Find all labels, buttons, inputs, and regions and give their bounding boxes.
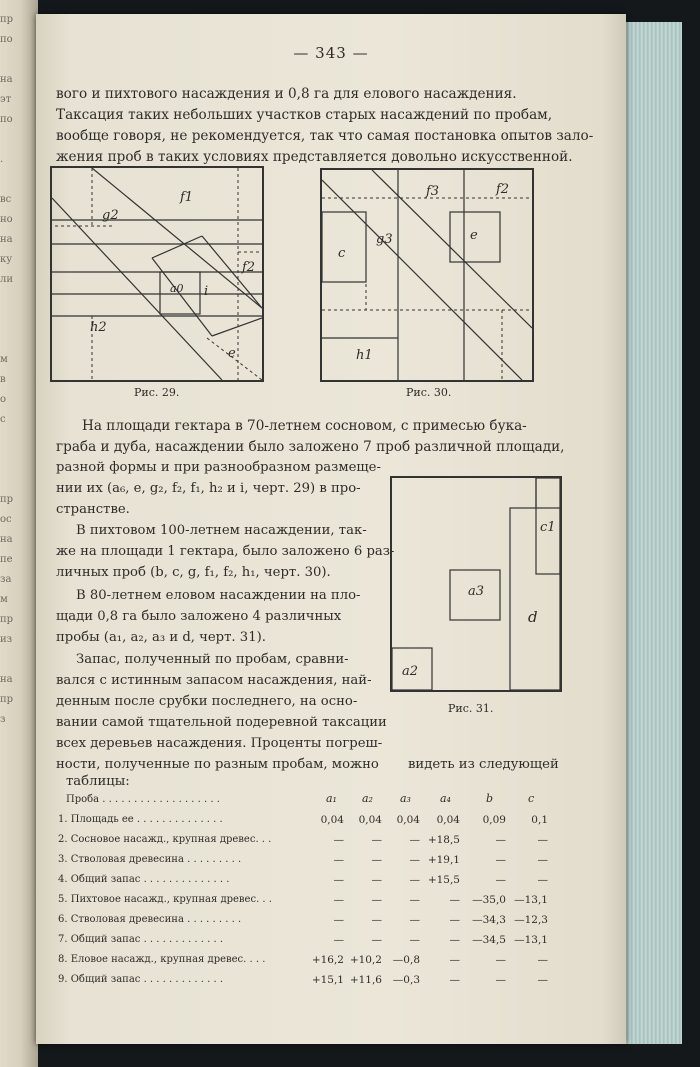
table-cell: — xyxy=(409,854,420,866)
table-cell: +19,1 xyxy=(427,854,460,866)
table-row-label: 7. Общий запас . . . . . . . . . . . . . xyxy=(58,934,224,945)
table-cell: — xyxy=(371,874,382,886)
text-line: личных проб (b, c, g, f₁, f₂, h₁, черт. 30). xyxy=(56,565,331,580)
table-cell: — xyxy=(371,894,382,906)
table-cell: 0,04 xyxy=(396,814,420,826)
table-row-label: 1. Площадь ее . . . . . . . . . . . . . . xyxy=(58,814,223,825)
table-row-label: 6. Стволовая древесина . . . . . . . . . xyxy=(58,914,242,925)
table-header-label: Проба . . . . . . . . . . . . . . . . . . . xyxy=(66,794,220,805)
fig-label: a3 xyxy=(468,584,485,599)
table-cell: —13,1 xyxy=(514,894,548,906)
column-header: c xyxy=(528,792,535,805)
fig-label: g2 xyxy=(102,208,119,223)
book-page xyxy=(36,14,626,1044)
table-cell: — xyxy=(449,894,460,906)
table-cell: — xyxy=(495,854,506,866)
table-cell: — xyxy=(333,894,344,906)
column-header: a₁ xyxy=(326,792,337,805)
table-row-label: 9. Общий запас . . . . . . . . . . . . . xyxy=(58,974,224,985)
table-cell: — xyxy=(449,954,460,966)
table-cell: — xyxy=(371,934,382,946)
text-line: граба и дуба, насаждении было заложено 7 проб различной площади, xyxy=(56,439,565,455)
figure-29 xyxy=(50,166,264,382)
table-cell: +18,5 xyxy=(427,834,460,846)
text-line: всех деревьев насаждения. Проценты погреш- xyxy=(56,736,383,751)
page-number: — 343 — xyxy=(293,44,369,62)
table-cell: 0,04 xyxy=(358,814,382,826)
text-line: В пихтовом 100-летнем насаждении, так- xyxy=(76,523,367,538)
table-cell: — xyxy=(333,834,344,846)
text-line: нии их (a₆, e, g₂, f₂, f₁, h₂ и i, черт. 29) в про- xyxy=(56,481,361,496)
fig-label: g3 xyxy=(376,232,393,247)
text-line: странстве. xyxy=(56,502,130,517)
figure-31-caption: Рис. 31. xyxy=(448,702,494,715)
table-cell: —35,0 xyxy=(472,894,506,906)
text-line: денным после срубки последнего, на осно- xyxy=(56,694,358,709)
table-cell: —12,3 xyxy=(514,914,548,926)
table-row-label: 4. Общий запас . . . . . . . . . . . . . . xyxy=(58,874,230,885)
fig-label: f2 xyxy=(242,260,256,275)
text-line: Запас, полученный по пробам, сравни- xyxy=(76,652,349,667)
table-cell: — xyxy=(537,854,548,866)
text-line: жения проб в таких условиях представляется довольно искусственной. xyxy=(56,149,573,165)
table-cell: 0,04 xyxy=(436,814,460,826)
column-header: a₂ xyxy=(362,792,373,805)
table-cell: — xyxy=(409,934,420,946)
column-header: a₃ xyxy=(400,792,411,805)
table-cell: 0,1 xyxy=(531,814,548,826)
figure-30 xyxy=(320,168,534,382)
figure-29-caption: Рис. 29. xyxy=(134,386,180,399)
table-cell: — xyxy=(371,854,382,866)
column-header: b xyxy=(486,792,494,805)
table-cell: +11,6 xyxy=(349,974,382,986)
fig-label: i xyxy=(204,284,209,299)
table-cell: 0,09 xyxy=(482,814,506,826)
text-line: видеть из следующей xyxy=(408,757,559,772)
text-line: вообще говоря, не рекомендуется, так что самая постановка опытов зало- xyxy=(56,128,594,144)
table-cell: — xyxy=(537,874,548,886)
text-line: пробы (a₁, a₂, a₃ и d, черт. 31). xyxy=(56,630,266,645)
fig-label: c xyxy=(338,246,346,261)
fig-label: a2 xyxy=(402,664,419,679)
fig-label: f3 xyxy=(426,184,440,199)
table-cell: — xyxy=(333,934,344,946)
text-line: вании самой тщательной подеревной таксации xyxy=(56,715,387,730)
figure-31 xyxy=(390,476,562,692)
table-cell: —0,8 xyxy=(392,954,420,966)
text-line: Таксация таких небольших участков старых насаждений по пробам, xyxy=(56,107,553,123)
facing-page-edge xyxy=(0,0,38,1067)
facing-page-text: пр по на эт по . вс но на ку ли м в о с пр ос на пе за м пр из на пр з xyxy=(0,14,14,725)
fig-label: h2 xyxy=(90,320,107,335)
table-cell: — xyxy=(371,834,382,846)
table-cell: — xyxy=(333,914,344,926)
table-cell: — xyxy=(495,834,506,846)
fig-label: a0 xyxy=(170,282,184,295)
table-cell: — xyxy=(537,954,548,966)
table-row-label: 8. Еловое насажд., крупная древес. . . . xyxy=(58,954,266,965)
table-cell: — xyxy=(333,854,344,866)
fig-label: f2 xyxy=(496,182,510,197)
table-cell: —0,3 xyxy=(392,974,420,986)
table-cell: — xyxy=(537,974,548,986)
table-cell: +15,1 xyxy=(311,974,344,986)
text-line: разной формы и при разнообразном размеще- xyxy=(56,460,381,475)
table-cell: — xyxy=(409,834,420,846)
table-row-label: 2. Сосновое насажд., крупная древес. . . xyxy=(58,834,272,845)
table-cell: — xyxy=(409,914,420,926)
table-cell: — xyxy=(495,954,506,966)
table-cell: — xyxy=(371,914,382,926)
figure-30-caption: Рис. 30. xyxy=(406,386,452,399)
text-line: вого и пихтового насаждения и 0,8 га для елового насаждения. xyxy=(56,86,517,102)
table-row-label: 5. Пихтовое насажд., крупная древес. . . xyxy=(58,894,272,905)
table-cell: — xyxy=(495,874,506,886)
text-line: щади 0,8 га было заложено 4 различных xyxy=(56,609,342,624)
text-line: вался с истинным запасом насаждения, най- xyxy=(56,673,372,688)
table-cell: — xyxy=(449,934,460,946)
text-line: На площади гектара в 70-летнем сосновом, с примесью бука- xyxy=(82,418,527,434)
table-cell: +15,5 xyxy=(427,874,460,886)
table-cell: — xyxy=(449,914,460,926)
table-cell: +16,2 xyxy=(311,954,344,966)
table-cell: —34,5 xyxy=(472,934,506,946)
column-header: a₄ xyxy=(440,792,451,805)
text-line: таблицы: xyxy=(66,774,130,789)
table-cell: +10,2 xyxy=(349,954,382,966)
table-cell: 0,04 xyxy=(320,814,344,826)
table-row-label: 3. Стволовая древесина . . . . . . . . . xyxy=(58,854,242,865)
fig-label: d xyxy=(528,608,538,626)
fig-label: c1 xyxy=(540,520,556,535)
fig-label: e xyxy=(228,346,236,361)
table-cell: —13,1 xyxy=(514,934,548,946)
text-line: же на площади 1 гектара, было заложено 6 раз- xyxy=(56,544,395,559)
table-cell: — xyxy=(449,974,460,986)
table-cell: — xyxy=(409,894,420,906)
table-cell: —34,3 xyxy=(472,914,506,926)
table-cell: — xyxy=(495,974,506,986)
text-line: ности, полученные по разным пробам, можно xyxy=(56,757,379,772)
fig-label: h1 xyxy=(356,348,373,363)
fig-label: f1 xyxy=(180,190,194,205)
table-cell: — xyxy=(537,834,548,846)
fig-label: e xyxy=(470,228,478,243)
text-line: В 80-летнем еловом насаждении на пло- xyxy=(76,588,361,603)
table-cell: — xyxy=(333,874,344,886)
table-cell: — xyxy=(409,874,420,886)
